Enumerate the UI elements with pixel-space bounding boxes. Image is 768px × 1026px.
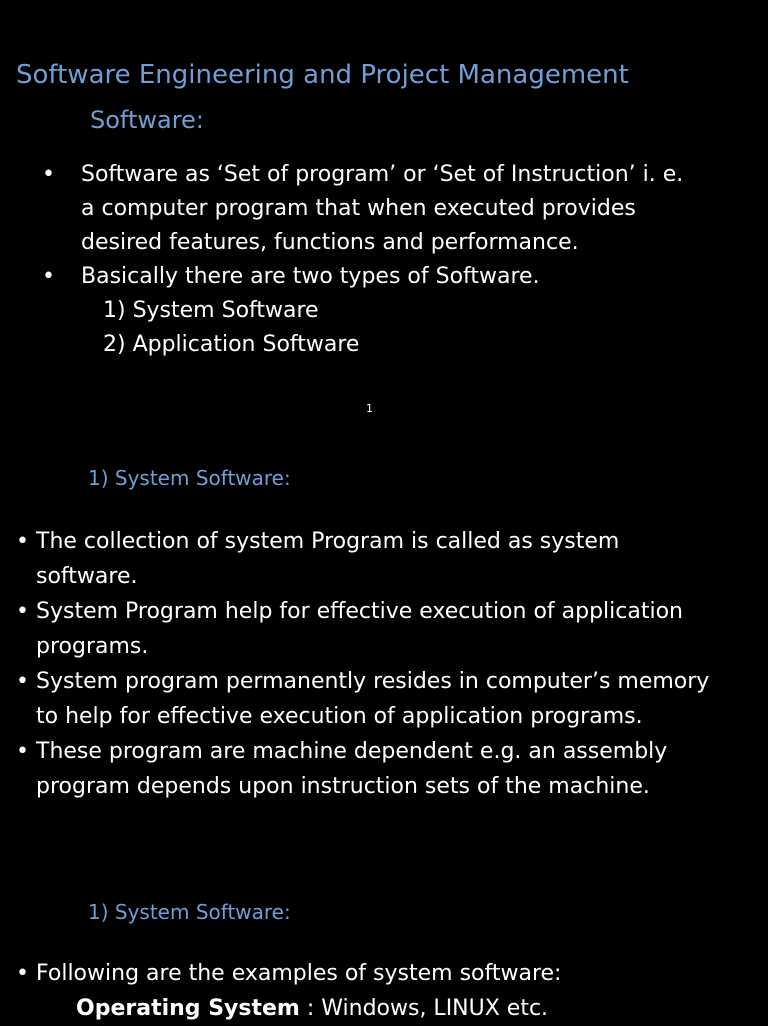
list-item-line: System Program help for effective execution of application	[36, 599, 684, 624]
bullet-icon: •	[16, 669, 29, 694]
bullet-icon: •	[42, 162, 55, 187]
slide-subtitle: Software:	[90, 106, 204, 134]
list-item-line: desired features, functions and performance.	[81, 230, 579, 255]
bullet-list	[14, 956, 754, 1026]
list-item-line: Basically there are two types of Software.	[81, 264, 540, 289]
example-label: Operating System	[76, 996, 300, 1021]
list-item-line: to help for effective execution of application programs.	[36, 704, 643, 729]
slide-3	[0, 870, 768, 1024]
list-item	[14, 734, 754, 804]
list-item-line: program depends upon instruction sets of the machine.	[36, 774, 650, 799]
page-number: 1	[366, 402, 373, 415]
sub-list-item: 1) System Software	[103, 298, 319, 323]
example-line	[14, 991, 754, 1026]
bullet-icon: •	[16, 739, 29, 764]
bullet-icon: •	[16, 529, 29, 554]
list-item-line: The collection of system Program is called as system	[36, 529, 620, 554]
page-title: Software Engineering and Project Management	[16, 60, 629, 90]
list-item-line: These program are machine dependent e.g. an assembly	[36, 739, 668, 764]
list-item	[40, 158, 740, 260]
bullet-list	[40, 158, 740, 362]
list-item-line: System program permanently resides in computer’s memory	[36, 669, 710, 694]
list-item-line: Following are the examples of system software:	[36, 961, 562, 986]
example-value: : Windows, LINUX etc.	[299, 996, 549, 1021]
list-item	[14, 664, 754, 734]
list-item-line: programs.	[36, 634, 149, 659]
bullet-icon: •	[42, 264, 55, 289]
list-item	[40, 260, 740, 294]
list-item	[14, 956, 754, 991]
bullet-icon: •	[16, 961, 29, 986]
list-item-line: Software as ‘Set of program’ or ‘Set of Instruction’ i. e.	[81, 162, 684, 187]
list-item-line: a computer program that when executed provides	[81, 196, 636, 221]
list-item	[14, 594, 754, 664]
list-item	[14, 524, 754, 594]
section-heading: 1) System Software:	[88, 466, 291, 490]
section-heading: 1) System Software:	[88, 900, 291, 924]
bullet-list	[14, 524, 754, 804]
slide-1	[0, 0, 768, 440]
list-item-line: software.	[36, 564, 138, 589]
bullet-icon: •	[16, 599, 29, 624]
slide-2	[0, 440, 768, 870]
sub-list-item: 2) Application Software	[103, 332, 360, 357]
